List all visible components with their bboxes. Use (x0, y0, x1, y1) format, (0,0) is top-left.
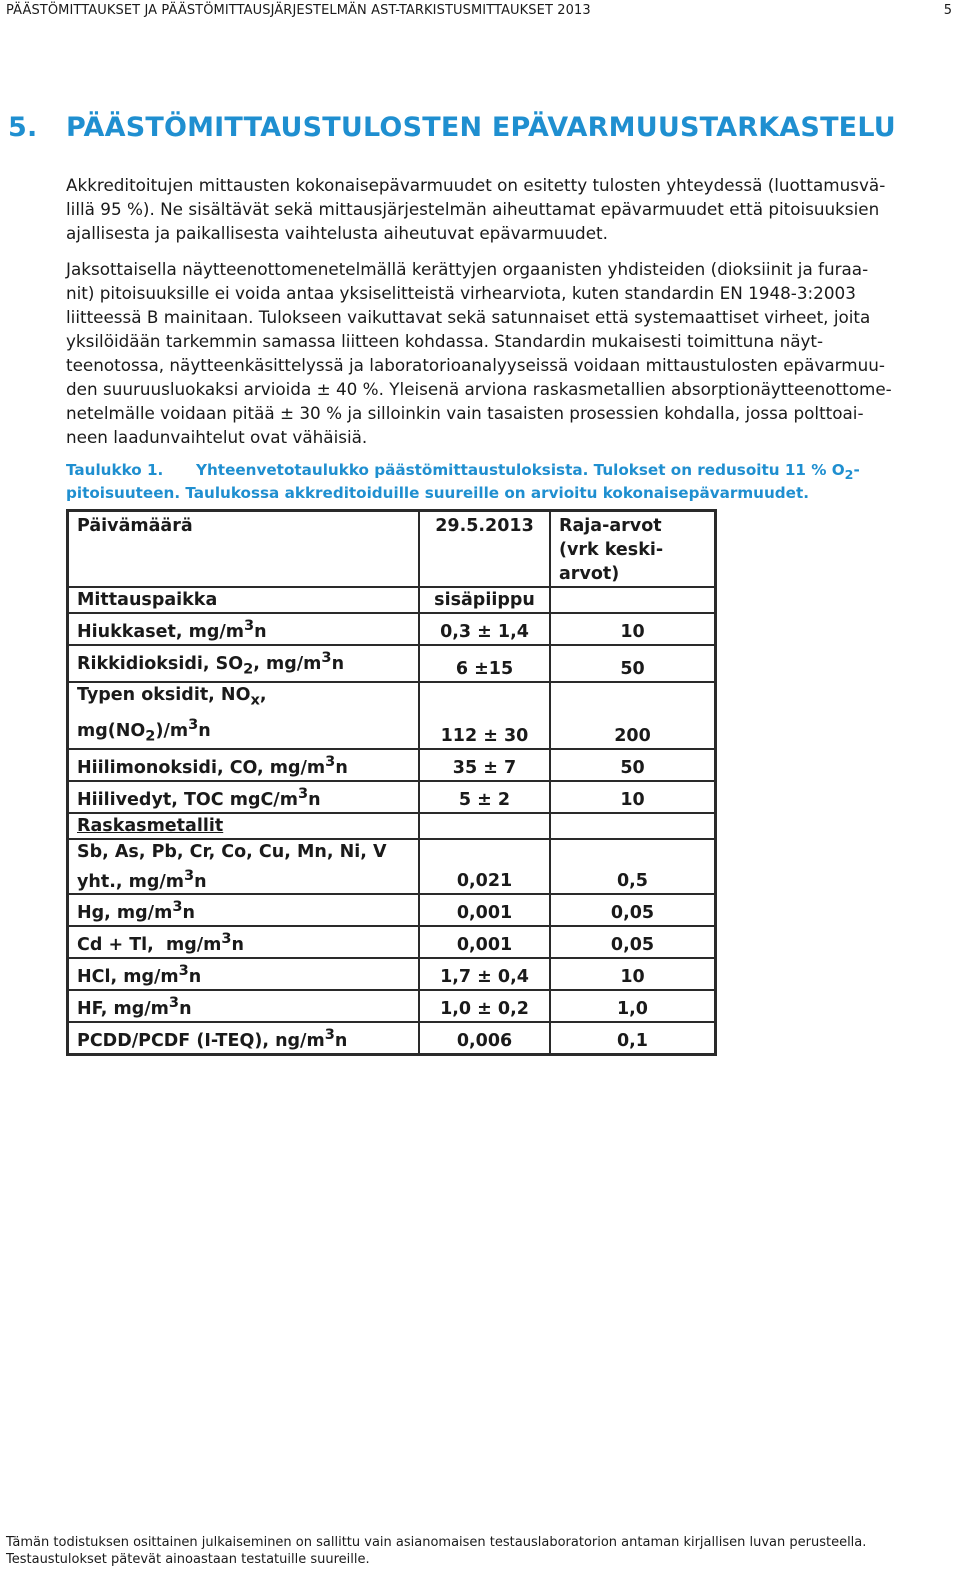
table-row (68, 749, 715, 781)
table-row (68, 613, 715, 645)
row-value (419, 813, 550, 839)
table-row (68, 839, 715, 895)
table-caption (66, 461, 946, 503)
row-limit: 0,05 (550, 926, 715, 958)
row-value: 5 ± 2 (419, 781, 550, 813)
row-label: Mittauspaikka (68, 587, 419, 613)
row-label: Hiilivedyt, TOC mgC/$m^3n$ (68, 781, 419, 813)
table-header-row (68, 511, 715, 587)
row-value: 0,001 (419, 894, 550, 926)
table-row (68, 645, 715, 682)
row-label: Cd + Tl, $mg/m^3n$ (68, 926, 419, 958)
row-limit (550, 587, 715, 613)
row-limit: 0,5 (550, 839, 715, 895)
row-limit: 50 (550, 645, 715, 682)
row-label: PCDD/PCDF (I-TEQ), $ng/m^3n$ (68, 1022, 419, 1054)
table-row (68, 894, 715, 926)
table-row (68, 781, 715, 813)
row-limit: 50 (550, 749, 715, 781)
section-heading (8, 112, 948, 143)
caption-label: Taulukko 1. (66, 461, 164, 479)
row-limit: 1,0 (550, 990, 715, 1022)
row-limit: 0,05 (550, 894, 715, 926)
row-label: Hiilimonoksidi, CO, $mg/m^3n$ (68, 749, 419, 781)
results-table (66, 509, 717, 1056)
heavy-metals-heading: Raskasmetallit (77, 815, 224, 836)
row-limit: 200 (550, 682, 715, 749)
table-row (68, 813, 715, 839)
row-limit: 0,1 (550, 1022, 715, 1054)
row-label: Hg, $mg/m^3n$ (68, 894, 419, 926)
row-label: Rikkidioksidi, $SO_2$, $mg/m^3n$ (68, 645, 419, 682)
table-row (68, 682, 715, 749)
caption-subscript: 2 (844, 467, 854, 483)
caption-text-end: - (853, 461, 860, 479)
row-label: HF, $mg/m^3n$ (68, 990, 419, 1022)
row-value: 0,3 ± 1,4 (419, 613, 550, 645)
row-value: 0,001 (419, 926, 550, 958)
row-label: Hiukkaset, $mg/m^3n$ (68, 613, 419, 645)
header-limits: Raja-arvot (vrk keski- arvot) (550, 511, 715, 587)
header-date-label: Päivämäärä (68, 511, 419, 587)
row-value: 6 ±15 (419, 645, 550, 682)
row-value: 0,006 (419, 1022, 550, 1054)
running-header: PÄÄSTÖMITTAUKSET JA PÄÄSTÖMITTAUSJÄRJESTELMÄN AST-TARKISTUSMITTAUKSET 2013 (6, 3, 591, 18)
row-value: 1,7 ± 0,4 (419, 958, 550, 990)
caption-text: Yhteenvetotaulukko päästömittaustuloksista. Tulokset on redusoitu 11 % O (196, 461, 845, 479)
page-footer: Tämän todistuksen osittainen julkaiseminen on sallittu vain asianomaisen testauslaboratorion antaman kirjallisen luvan perusteella. Testaustulokset pätevät ainoastaan testatuille suureille. (6, 1535, 867, 1567)
header-date-value: 29.5.2013 (419, 511, 550, 587)
row-value: 35 ± 7 (419, 749, 550, 781)
table-row (68, 926, 715, 958)
table-row (68, 1022, 715, 1054)
row-label: Sb, As, Pb, Cr, Co, Cu, Mn, Ni, V yht., $mg/m^3n$ (68, 839, 419, 895)
row-value: 112 ± 30 (419, 682, 550, 749)
section-number: 5. (8, 112, 38, 143)
row-limit (550, 813, 715, 839)
caption-text-line2: pitoisuuteen. Taulukossa akkreditoiduille suureille on arvioitu kokonaisepävarmuudet. (66, 484, 810, 503)
row-label (68, 813, 419, 839)
table-row (68, 990, 715, 1022)
page-number: 5 (943, 3, 952, 18)
row-limit: 10 (550, 613, 715, 645)
table-row (68, 587, 715, 613)
row-value: sisäpiippu (419, 587, 550, 613)
paragraph-uncertainty: Akkreditoitujen mittausten kokonaisepävarmuudet on esitetty tulosten yhteydessä (luottamusvä- lillä 95 %). Ne sisältävät sekä mittausjärjestelmän aiheuttamat epävarmuudet että pitoisuuksien ajallisesta ja paikallisesta vaihtelusta aiheutuvat epävarmuudet. (66, 175, 886, 243)
table-row (68, 958, 715, 990)
row-limit: 10 (550, 958, 715, 990)
section-title: PÄÄSTÖMITTAUSTULOSTEN EPÄVARMUUSTARKASTELU (66, 112, 896, 143)
row-limit: 10 (550, 781, 715, 813)
row-value: 1,0 ± 0,2 (419, 990, 550, 1022)
row-value: 0,021 (419, 839, 550, 895)
row-label: HCl, $mg/m^3n$ (68, 958, 419, 990)
row-label: Typen oksidit, $NO_x$, $mg(NO_2)/m^3n$ (68, 682, 419, 749)
paragraph-dioxins: Jaksottaisella näytteenottomenetelmällä kerättyjen orgaanisten yhdisteiden (dioksiinit ja furaa- nit) pitoisuuksille ei voida antaa yksiselitteistä virhearviota, kuten standardin EN 1948-3:2003 liitteessä B mainitaan. Tulokseen vaikuttavat sekä satunnaiset että systemaattiset virheet, joita yksilöidään tarkemmin samassa liitteen kohdassa. Standardin mukaisesti toimittuna näyt- teenotossa, näytteenkäsittelyssä ja laboratorioanalyyseissä voidaan mittaustulosten epävarmuu- den suuruusluokaksi arvioida ± 40 %. Yleisenä arviona raskasmetallien absorptionäytteenottome- netelmälle voidaan pitää ± 30 % ja silloinkin vain tasaisten prosessien kohdalla, jossa polttoai- neen laadunvaihtelut ovat vähäisiä. (66, 259, 892, 447)
